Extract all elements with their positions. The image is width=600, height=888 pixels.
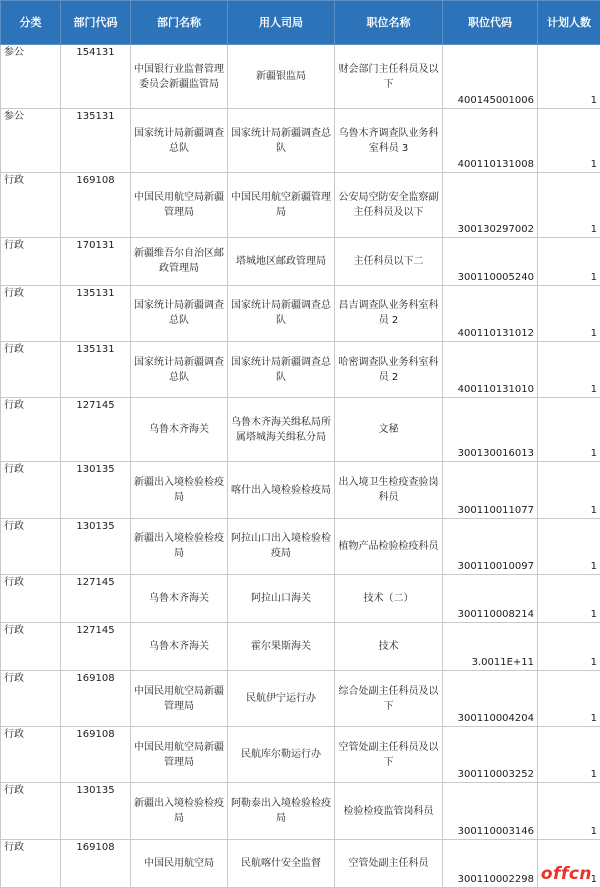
cell-agency: 喀什出入境检验检疫局: [228, 462, 335, 518]
cell-count: 1: [538, 173, 600, 237]
cell-dept-code: 170131: [61, 237, 131, 285]
header-type: 分类: [1, 1, 61, 45]
cell-type: 行政: [1, 518, 61, 574]
cell-position-code: 300110011077: [443, 462, 538, 518]
cell-dept-name: 中国民用航空局新疆管理局: [131, 173, 228, 237]
cell-count: 1: [538, 398, 600, 462]
cell-count: 1: [538, 783, 600, 839]
cell-agency: 民航伊宁运行办: [228, 671, 335, 727]
cell-agency: 新疆银监局: [228, 45, 335, 109]
table-row: [1, 173, 600, 237]
cell-position: 空管处副主任科员: [335, 839, 443, 887]
cell-dept-name: 中国民用航空局新疆管理局: [131, 727, 228, 783]
cell-dept-name: 乌鲁木齐海关: [131, 622, 228, 670]
cell-dept-code: 130135: [61, 518, 131, 574]
cell-type: 行政: [1, 237, 61, 285]
cell-count: 1: [538, 671, 600, 727]
table-row: [1, 574, 600, 622]
cell-position-code: 400145001006: [443, 45, 538, 109]
cell-agency: 国家统计局新疆调查总队: [228, 285, 335, 341]
offcn-logo: offcn: [540, 864, 592, 884]
cell-dept-name: 中国银行业监督管理委员会新疆监管局: [131, 45, 228, 109]
cell-position: 财会部门主任科员及以下: [335, 45, 443, 109]
cell-position: 出入境卫生检疫查验岗科员: [335, 462, 443, 518]
cell-position-code: 300110003146: [443, 783, 538, 839]
table-header: [1, 1, 600, 45]
cell-dept-code: 130135: [61, 462, 131, 518]
header-position: 职位名称: [335, 1, 443, 45]
table-body: [1, 45, 600, 888]
cell-count: 1: [538, 237, 600, 285]
cell-position-code: 400110131012: [443, 285, 538, 341]
cell-position-code: 300110005240: [443, 237, 538, 285]
cell-dept-name: 新疆出入境检验检疫局: [131, 783, 228, 839]
header-agency: 用人司局: [228, 1, 335, 45]
cell-dept-code: 154131: [61, 45, 131, 109]
cell-dept-code: 169108: [61, 173, 131, 237]
header-count: 计划人数: [538, 1, 600, 45]
table-row: [1, 109, 600, 173]
cell-agency: 民航喀什安全监督: [228, 839, 335, 887]
cell-position: 公安局空防安全监察副主任科员及以下: [335, 173, 443, 237]
cell-dept-name: 国家统计局新疆调查总队: [131, 285, 228, 341]
cell-type: 行政: [1, 622, 61, 670]
cell-type: 行政: [1, 671, 61, 727]
cell-position: 植物产品检验检疫科员: [335, 518, 443, 574]
cell-position-code: 300110002298: [443, 839, 538, 887]
table-row: [1, 727, 600, 783]
table-row: [1, 45, 600, 109]
cell-position: 综合处副主任科员及以下: [335, 671, 443, 727]
cell-position: 检验检疫监管岗科员: [335, 783, 443, 839]
cell-dept-name: 乌鲁木齐海关: [131, 398, 228, 462]
cell-type: 行政: [1, 173, 61, 237]
cell-position: 文秘: [335, 398, 443, 462]
cell-type: 行政: [1, 727, 61, 783]
cell-dept-code: 169108: [61, 839, 131, 887]
cell-position: 技术: [335, 622, 443, 670]
cell-agency: 阿拉山口海关: [228, 574, 335, 622]
cell-dept-name: 新疆出入境检验检疫局: [131, 462, 228, 518]
cell-count: 1: [538, 839, 600, 887]
cell-dept-code: 169108: [61, 727, 131, 783]
cell-position-code: 300130297002: [443, 173, 538, 237]
cell-type: 行政: [1, 783, 61, 839]
cell-count: 1: [538, 109, 600, 173]
cell-dept-name: 国家统计局新疆调查总队: [131, 342, 228, 398]
cell-dept-name: 乌鲁木齐海关: [131, 574, 228, 622]
cell-type: 行政: [1, 462, 61, 518]
cell-type: 行政: [1, 574, 61, 622]
cell-position-code: 300110004204: [443, 671, 538, 727]
cell-type: 行政: [1, 285, 61, 341]
cell-agency: 阿拉山口出入境检验检疫局: [228, 518, 335, 574]
cell-position: 技术（二）: [335, 574, 443, 622]
table-row: [1, 398, 600, 462]
cell-dept-code: 127145: [61, 622, 131, 670]
cell-count: 1: [538, 342, 600, 398]
cell-position-code: 300130016013: [443, 398, 538, 462]
cell-type: 行政: [1, 342, 61, 398]
cell-position: 哈密调查队业务科室科员 2: [335, 342, 443, 398]
cell-position: 昌吉调查队业务科室科员 2: [335, 285, 443, 341]
cell-count: 1: [538, 45, 600, 109]
cell-position-code: 3.0011E+11: [443, 622, 538, 670]
cell-dept-code: 127145: [61, 398, 131, 462]
table-row: [1, 285, 600, 341]
cell-dept-code: 127145: [61, 574, 131, 622]
table-row: [1, 622, 600, 670]
cell-position-code: 400110131008: [443, 109, 538, 173]
cell-dept-name: 中国民用航空局: [131, 839, 228, 887]
cell-count: 1: [538, 574, 600, 622]
cell-dept-code: 135131: [61, 342, 131, 398]
cell-agency: 国家统计局新疆调查总队: [228, 342, 335, 398]
cell-agency: 阿勒泰出入境检验检疫局: [228, 783, 335, 839]
cell-dept-name: 新疆维吾尔自治区邮政管理局: [131, 237, 228, 285]
cell-position-code: 300110008214: [443, 574, 538, 622]
cell-dept-name: 国家统计局新疆调查总队: [131, 109, 228, 173]
table-row: [1, 342, 600, 398]
cell-agency: 民航库尔勒运行办: [228, 727, 335, 783]
table-row: [1, 518, 600, 574]
cell-agency: 乌鲁木齐海关缉私局所属塔城海关缉私分局: [228, 398, 335, 462]
cell-position: 乌鲁木齐调查队业务科室科员 3: [335, 109, 443, 173]
table-row: [1, 783, 600, 839]
table-row: [1, 839, 600, 887]
header-dept-code: 部门代码: [61, 1, 131, 45]
cell-agency: 国家统计局新疆调查总队: [228, 109, 335, 173]
table-row: [1, 462, 600, 518]
cell-agency: 中国民用航空新疆管理局: [228, 173, 335, 237]
cell-dept-code: 135131: [61, 109, 131, 173]
cell-dept-name: 新疆出入境检验检疫局: [131, 518, 228, 574]
cell-agency: 塔城地区邮政管理局: [228, 237, 335, 285]
cell-count: 1: [538, 622, 600, 670]
cell-type: 行政: [1, 839, 61, 887]
cell-dept-code: 130135: [61, 783, 131, 839]
cell-type: 参公: [1, 109, 61, 173]
header-position-code: 职位代码: [443, 1, 538, 45]
cell-position: 空管处副主任科员及以下: [335, 727, 443, 783]
cell-count: 1: [538, 518, 600, 574]
cell-position-code: 300110003252: [443, 727, 538, 783]
cell-position-code: 300110010097: [443, 518, 538, 574]
cell-dept-name: 中国民用航空局新疆管理局: [131, 671, 228, 727]
cell-type: 参公: [1, 45, 61, 109]
table-row: [1, 237, 600, 285]
cell-position-code: 400110131010: [443, 342, 538, 398]
cell-dept-code: 135131: [61, 285, 131, 341]
cell-agency: 霍尔果斯海关: [228, 622, 335, 670]
cell-count: 1: [538, 285, 600, 341]
cell-type: 行政: [1, 398, 61, 462]
table-row: [1, 671, 600, 727]
cell-count: 1: [538, 462, 600, 518]
cell-count: 1: [538, 727, 600, 783]
cell-position: 主任科员以下二: [335, 237, 443, 285]
header-dept-name: 部门名称: [131, 1, 228, 45]
cell-dept-code: 169108: [61, 671, 131, 727]
